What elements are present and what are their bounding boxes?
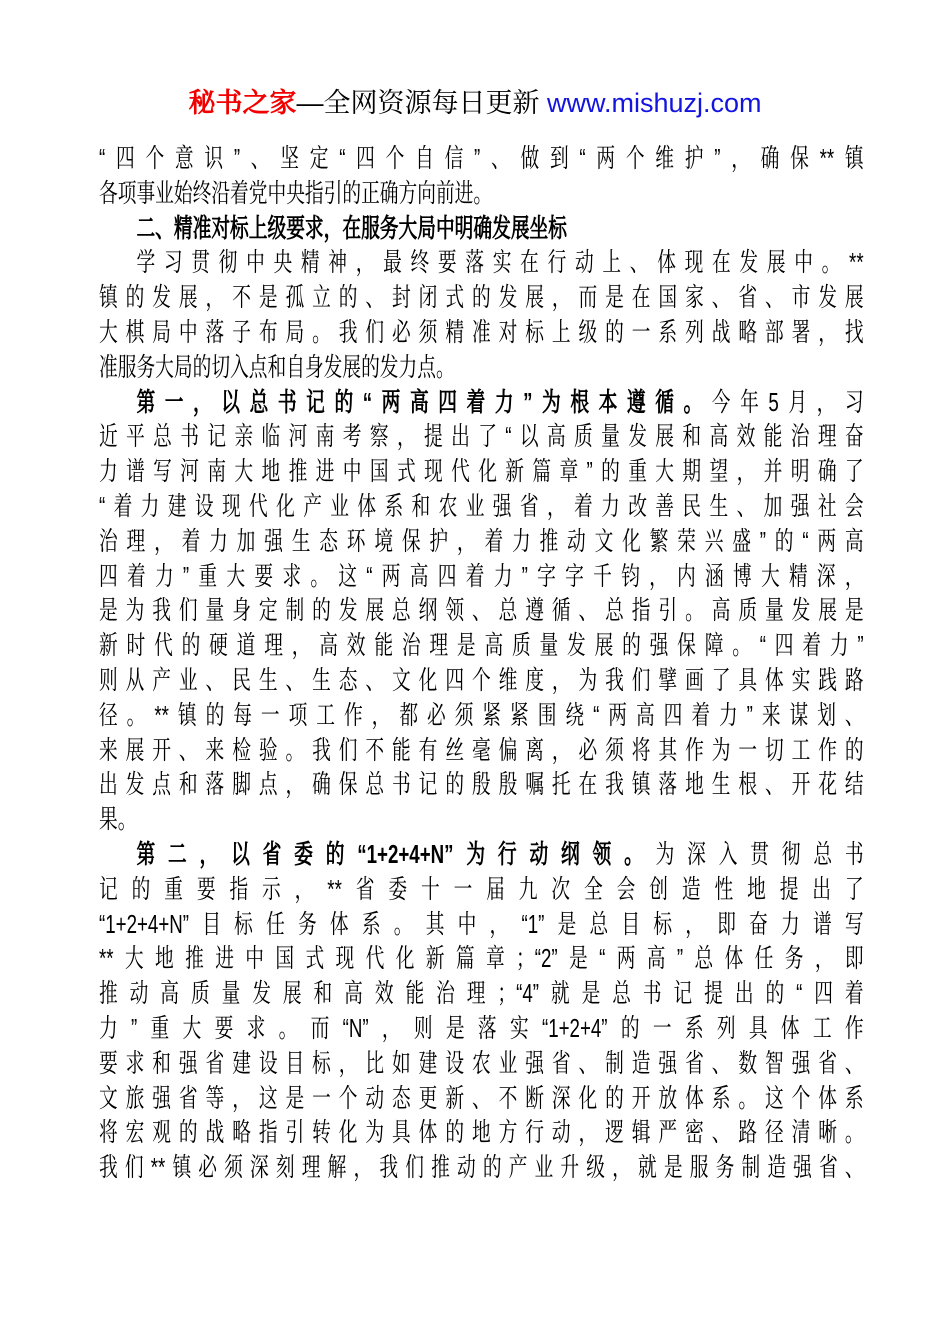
text-line [99, 663, 864, 698]
text-line [99, 976, 864, 1011]
text-line [99, 628, 864, 663]
text-line [99, 245, 864, 280]
text-line [99, 802, 864, 837]
text-line [99, 211, 864, 246]
text-line [99, 141, 864, 176]
text-run: 各项事业始终沿着党中央指引的正确方向前进。 [99, 177, 493, 208]
text-line [99, 837, 864, 872]
bold-text-run: 第一，以总书记的“两高四着力”为根本遵循。 [136, 386, 712, 417]
text-line [99, 176, 864, 211]
text-run: 文旅强省等，这是一个动态更新、不断深化的开放体系。这个体系 [99, 1082, 864, 1113]
text-run: 径。**镇的每一项工作，都必须紧紧围绕“两高四着力”来谋划、 [99, 699, 864, 730]
text-run: 记的重要指示，**省委十一届九次全会创造性地提出了 [99, 873, 864, 904]
text-run: 镇的发展，不是孤立的、封闭式的发展，而是在国家、省、市发展 [99, 282, 864, 313]
bold-text-run: 第二，以省委的“1+2+4+N”为行动纲领。 [136, 838, 656, 869]
site-tagline: —全网资源每日更新 [296, 88, 547, 118]
text-line [99, 872, 864, 907]
text-run: 今年5月，习 [711, 386, 864, 417]
text-run: 力”重大要求。而“N”，则是落实“1+2+4”的一系列具体工作 [99, 1012, 864, 1043]
paragraph [99, 837, 864, 1185]
text-line [99, 1011, 864, 1046]
text-run: “1+2+4+N”目标任务体系。其中，“1”是总目标，即奋力谱写 [99, 908, 864, 939]
paragraph [99, 141, 864, 211]
text-run: 大棋局中落子布局。我们必须精准对标上级的一系列战略部署，找 [99, 316, 864, 347]
text-run: 治理，着力加强生态环境保护，着力推动文化繁荣兴盛”的“两高 [99, 525, 864, 556]
text-line [99, 733, 864, 768]
text-run: 果。 [99, 804, 137, 835]
text-line [99, 1150, 864, 1185]
text-run: 为深入贯彻总书 [655, 838, 864, 869]
site-header [0, 84, 950, 122]
text-run: 准服务大局的切入点和自身发展的发力点。 [99, 351, 455, 382]
text-line [99, 593, 864, 628]
text-run: 我们**镇必须深刻理解，我们推动的产业升级，就是服务制造强省、 [99, 1152, 864, 1183]
text-line [99, 559, 864, 594]
text-run: 力谱写河南大地推进中国式现代化新篇章”的重大期望，并明确了 [99, 456, 864, 487]
text-line [99, 454, 864, 489]
text-run: 四着力”重大要求。这“两高四着力”字字千钧，内涵博大精深， [99, 560, 864, 591]
text-run: 要求和强省建设目标，比如建设农业强省、制造强省、数智强省、 [99, 1047, 864, 1078]
document-body [99, 141, 864, 1185]
paragraph [99, 385, 864, 837]
text-line [99, 698, 864, 733]
text-line [99, 1115, 864, 1150]
text-line [99, 1081, 864, 1116]
text-run: 推动高质量发展和高效能治理；“4”就是总书记提出的“四着 [99, 978, 864, 1009]
section-heading [99, 211, 864, 246]
text-run: 近平总书记亲临河南考察，提出了“以高质量发展和高效能治理奋 [99, 421, 864, 452]
text-run: “着力建设现代化产业体系和农业强省，着力改善民生、加强社会 [99, 490, 864, 521]
bold-text-run: 二、精准对标上级要求，在服务大局中明确发展坐标 [136, 212, 568, 243]
text-line [99, 280, 864, 315]
text-run: 来展开、来检验。我们不能有丝毫偏离，必须将其作为一切工作的 [99, 734, 864, 765]
text-run: 是为我们量身定制的发展总纲领、总遵循、总指引。高质量发展是 [99, 595, 864, 626]
text-line [99, 350, 864, 385]
site-name: 秘书之家 [188, 88, 297, 118]
text-line [99, 524, 864, 559]
text-line [99, 385, 864, 420]
text-line [99, 941, 864, 976]
text-run: **大地推进中国式现代化新篇章；“2”是“两高”总体任务，即 [99, 943, 864, 974]
text-line [99, 315, 864, 350]
paragraph [99, 245, 864, 384]
text-run: “四个意识”、坚定“四个自信”、做到“两个维护”，确保**镇 [99, 143, 864, 173]
site-url-link[interactable]: www.mishuzj.com [546, 88, 762, 118]
text-line [99, 489, 864, 524]
text-line [99, 1046, 864, 1081]
text-run: 学习贯彻中央精神，最终要落实在行动上、体现在发展中。** [136, 247, 864, 278]
text-run: 出发点和落脚点，确保总书记的殷殷嘱托在我镇落地生根、开花结 [99, 769, 864, 800]
text-run: 新时代的硬道理，高效能治理是高质量发展的强保障。“四着力” [99, 630, 864, 661]
text-line [99, 419, 864, 454]
text-line [99, 907, 864, 942]
text-run: 则从产业、民生、生态、文化四个维度，为我们擘画了具体实践路 [99, 664, 864, 695]
text-line [99, 767, 864, 802]
text-run: 将宏观的战略指引转化为具体的地方行动，逻辑严密、路径清晰。 [99, 1117, 864, 1148]
